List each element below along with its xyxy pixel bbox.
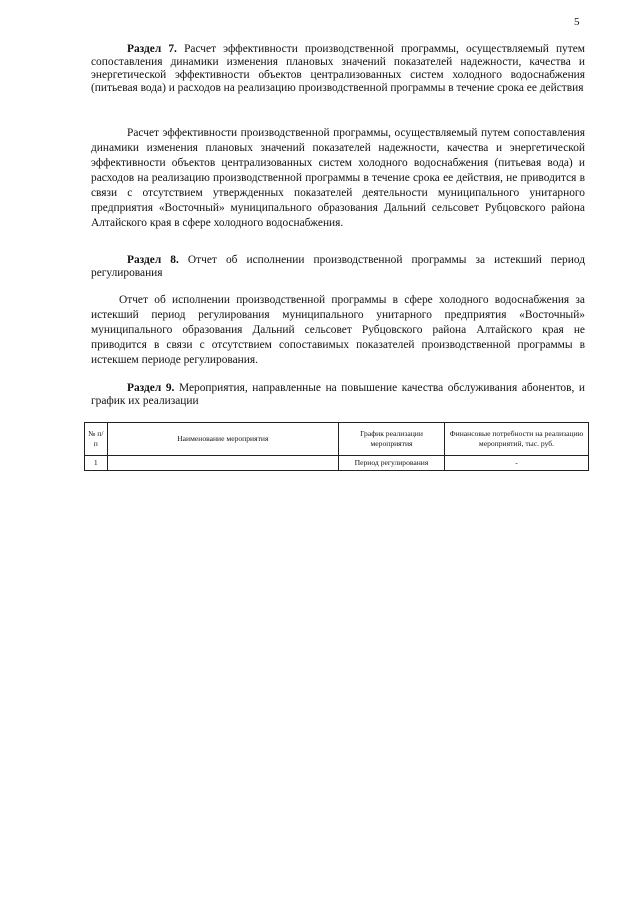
cell-measure-name (107, 456, 338, 471)
cell-financial-needs: - (444, 456, 588, 471)
cell-number: 1 (85, 456, 108, 471)
section-7-body: Расчет эффективности производственной программы, осуществляемый путем сопоставления динамики изменения плановых значений показателей надежности, качества и энергетической эффективности объектов централизованных систем холодного водоснабжения (питьевая вода) и расходов на реализацию производственной программы в течение срока ее действия, не приводится в связи с отсутствием утвержденных показателей деятельности муниципального унитарного предприятия «Восточный» муниципального образования Дальний сельсовет Рубцовского района Алтайского края в сфере холодного водоснабжения. (91, 127, 585, 229)
section-8-label: Раздел 8. (127, 254, 179, 266)
header-measure-name: Наименование мероприятия (107, 423, 338, 456)
section-7-label: Раздел 7. (127, 43, 177, 55)
page-number: 5 (574, 16, 580, 28)
section-9-heading (91, 382, 585, 408)
table-row (85, 456, 589, 471)
cell-schedule: Период регулирования (339, 456, 445, 471)
section-8-title: Отчет об исполнении производственной программы за истекший период регулирования (91, 254, 585, 279)
header-schedule: График реализации мероприятия (339, 423, 445, 456)
section-9-title: Мероприятия, направленные на повышение качества обслуживания абонентов, и график их реализации (91, 382, 585, 407)
section-9-label: Раздел 9. (127, 382, 175, 394)
measures-table (84, 422, 589, 471)
section-7-heading (91, 43, 585, 95)
section-7-title: Расчет эффективности производственной программы, осуществляемый путем сопоставления динамики изменения плановых значений показателей надежности, качества и энергетической эффективности объектов централизованных систем холодного водоснабжения (питьевая вода) и расходов на реализацию производственной программы в течение срока ее действия (91, 43, 585, 94)
table-header-row (85, 423, 589, 456)
section-8-body: Отчет об исполнении производственной программы в сфере холодного водоснабжения за истекший период регулирования муниципального унитарного предприятия «Восточный» муниципального образования Дальний сельсовет Рубцовского района Алтайского края не приводится в связи с отсутствием сопоставимых показателей производственной программы в истекшем периоде регулирования. (91, 294, 585, 366)
header-number: № п/п (85, 423, 108, 456)
section-8-heading (91, 254, 585, 280)
header-financial-needs: Финансовые потребности на реализацию мероприятий, тыс. руб. (444, 423, 588, 456)
